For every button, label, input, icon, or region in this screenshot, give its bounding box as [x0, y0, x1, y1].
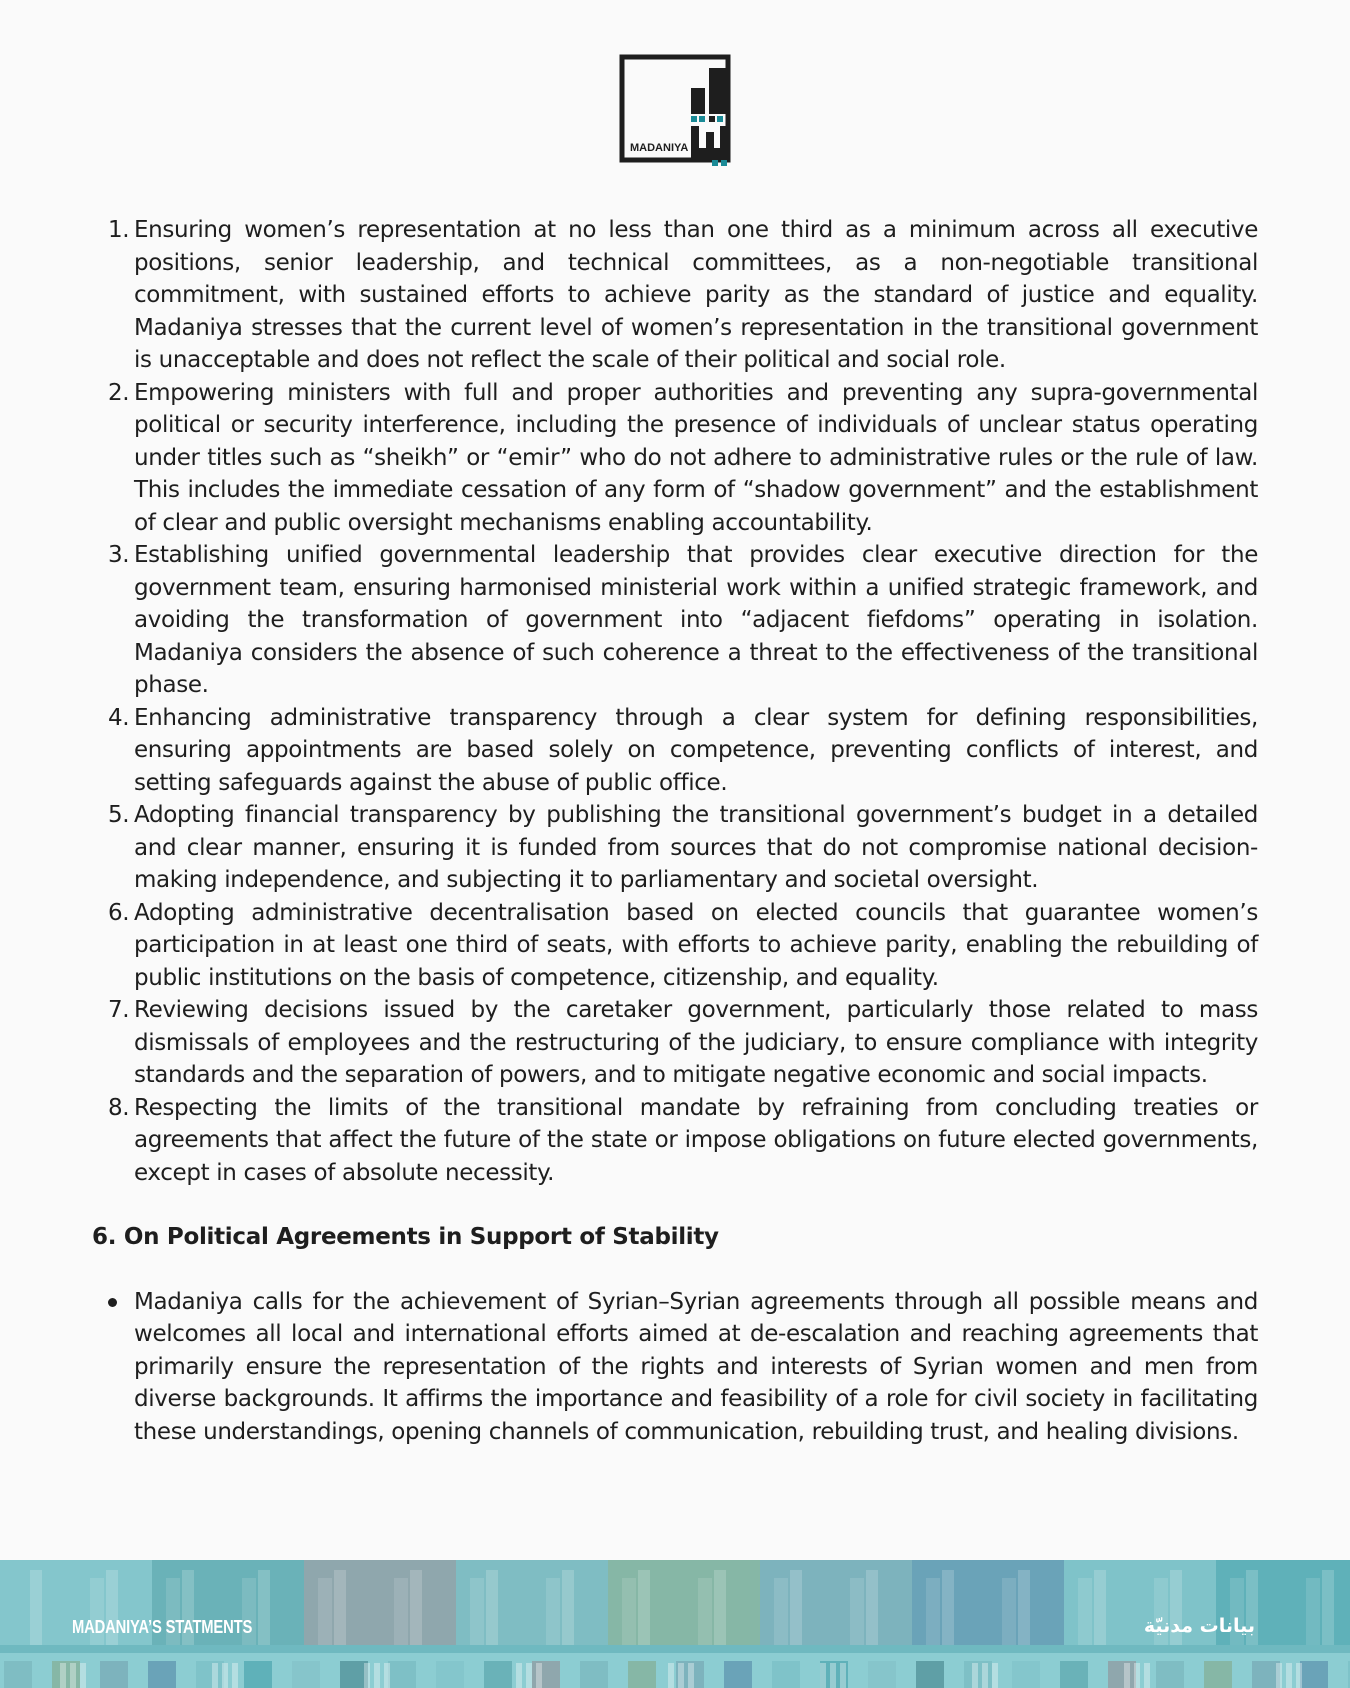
list-item	[108, 994, 1258, 1092]
list-item-number: 1.	[108, 217, 130, 243]
recommendations-list	[108, 214, 1258, 1189]
list-item	[108, 214, 1258, 377]
footer-series-label: MADANIYA’S STATMENTS	[72, 1617, 253, 1637]
list-item	[108, 799, 1258, 897]
footer-arabic-label: بيانات مدنيّة	[1143, 1615, 1255, 1637]
section-heading: 6. On Political Agreements in Support of Stability	[92, 1224, 719, 1250]
list-item-text: Ensuring women’s representation at no less than one third as a minimum across all executive positions, senior leadership, and technical committees, as a non-negotiable transitional commitment, with sustained efforts to achieve parity as the standard of justice and equality. Madaniya stresses that the current level of women’s representation in the transitional government is unacceptable and does not reflect the scale of their political and social role.	[134, 217, 1258, 373]
list-item-text: Empowering ministers with full and proper authorities and preventing any supra-governmental political or security interference, including the presence of individuals of unclear status operating under titles such as “sheikh” or “emir” who do not adhere to administrative rules or the rule of law. This includes the immediate cessation of any form of “shadow government” and the establishment of clear and public oversight mechanisms enabling accountability.	[134, 379, 1258, 536]
list-item-text: Enhancing administrative transparency through a clear system for defining responsibilities, ensuring appointments are based solely on competence, preventing conflicts of interest, and setting safeguards against the abuse of public office.	[134, 704, 1258, 796]
list-item-text: Adopting financial transparency by publishing the transitional government’s budget in a detailed and clear manner, ensuring it is funded from sources that do not compromise national decision-making independence, and subjecting it to parliamentary and societal oversight.	[134, 802, 1258, 893]
footer-banner	[0, 1560, 1350, 1688]
list-item-text: Establishing unified governmental leadership that provides clear executive direction for the government team, ensuring harmonised ministerial work within a unified strategic framework, and avoiding the transformation of government into “adjacent fiefdoms” operating in isolation. Madaniya considers the absence of such coherence a threat to the effectiveness of the transitional phase.	[134, 542, 1258, 698]
list-item-number: 2.	[108, 379, 130, 406]
bullet-item	[108, 1286, 1258, 1449]
list-item-number: 7.	[108, 997, 130, 1023]
list-item	[108, 702, 1258, 800]
logo-wordmark: MADANIYA	[630, 142, 689, 154]
list-item	[108, 1092, 1258, 1190]
list-item-text: Reviewing decisions issued by the caretaker government, particularly those related to mass dismissals of employees and the restructuring of the judiciary, to ensure compliance with integrity standards and the separation of powers, and to mitigate negative economic and social impacts.	[134, 997, 1258, 1088]
statement-body	[0, 214, 1350, 1448]
list-item-number: 5.	[108, 802, 130, 828]
bullet-text: Madaniya calls for the achievement of Syrian–Syrian agreements through all possible means and welcomes all local and international efforts aimed at de-escalation and reaching agreements that primarily ensure the representation of the rights and interests of Syrian women and men from diverse backgrounds. It affirms the importance and feasibility of a role for civil society in facilitating these understandings, opening channels of communication, rebuilding trust, and healing divisions.	[134, 1288, 1258, 1445]
list-item-text: Respecting the limits of the transitional mandate by refraining from concluding treaties or agreements that affect the future of the state or impose obligations on future elected governments, except in cases of absolute necessity.	[134, 1094, 1258, 1186]
list-item	[108, 897, 1258, 995]
list-item-number: 3.	[108, 542, 130, 568]
list-item	[108, 377, 1258, 540]
list-item-text: Adopting administrative decentralisation based on elected councils that guarantee women’s participation in at least one third of seats, with efforts to achieve parity, enabling the rebuilding of public institutions on the basis of competence, citizenship, and equality.	[134, 899, 1258, 991]
section-bullets	[108, 1286, 1258, 1449]
list-item-number: 4.	[108, 704, 130, 731]
list-item	[108, 539, 1258, 702]
list-item-number: 8.	[108, 1094, 130, 1121]
bullet-dot-icon	[108, 1298, 117, 1307]
madaniya-logo-mark	[619, 54, 736, 168]
list-item-number: 6.	[108, 899, 130, 926]
madaniya-logo	[619, 54, 736, 168]
